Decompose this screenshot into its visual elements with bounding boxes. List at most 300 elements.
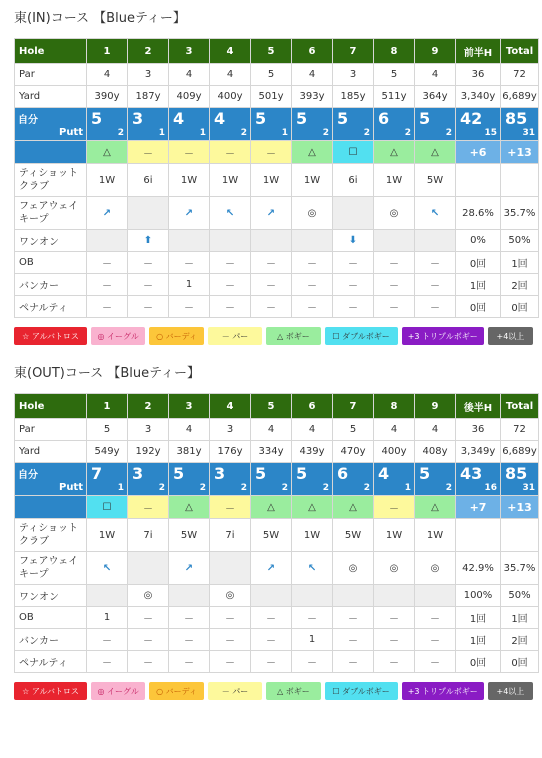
penalty-cell: － [292,296,333,318]
ob-cell: － [169,607,210,629]
in-course-section [14,8,537,345]
header-cell: 前半H [456,39,501,64]
ob-cell: － [251,252,292,274]
putt-count: 2 [158,483,165,493]
result-symbol: △ [87,141,128,164]
fairway-cell: ↖ [292,552,333,585]
oneon-cell: 50% [501,585,539,607]
tee-cell: 1W [210,164,251,197]
penalty-cell: － [333,651,374,673]
stroke-count: 5 [91,109,103,128]
putt-count: 2 [240,128,247,138]
tee-cell: 7i [128,519,169,552]
stroke-count: 5 [296,464,308,483]
bunker-row [15,274,539,296]
legend-par: － パー [208,682,262,700]
tee-cell: 1W [87,519,128,552]
legend-double-bogey: ☐ ダブルボギー [325,682,398,700]
putt-label-text: Putt [58,127,83,138]
yard-cell: 408y [415,441,456,463]
penalty-cell: － [251,296,292,318]
score-cell [210,463,251,496]
par-cell: 5 [87,419,128,441]
scorecard-table [14,393,539,673]
bunker-cell: 1 [292,629,333,651]
fairway-cell: ◎ [292,197,333,230]
fairway-cell: ↖ [87,552,128,585]
oneon-cell [251,230,292,252]
tee-label: ティショット クラブ [15,519,87,552]
stroke-count: 6 [337,464,349,483]
ob-cell: － [333,252,374,274]
penalty-cell: － [292,651,333,673]
score-cell [456,463,501,496]
self-label [15,463,87,496]
putt-count: 2 [322,128,329,138]
yard-cell: 187y [128,86,169,108]
header-cell: Total [501,394,539,419]
oneon-label: ワンオン [15,230,87,252]
oneon-cell [251,585,292,607]
header-cell: 6 [292,394,333,419]
tee-cell [501,519,539,552]
legend-eagle: ◎ イーグル [91,327,145,345]
oneon-cell [87,230,128,252]
bunker-cell: － [374,629,415,651]
bunker-cell: － [374,274,415,296]
ob-cell: － [292,607,333,629]
stroke-count: 85 [505,464,528,483]
oneon-cell: ⬇ [333,230,374,252]
par-cell: 3 [333,64,374,86]
legend-bogey: △ ボギー [266,327,320,345]
header-cell: 8 [374,39,415,64]
header-cell: Hole [15,39,87,64]
ob-cell: － [374,607,415,629]
oneon-row [15,585,539,607]
putt-count: 31 [522,483,535,493]
penalty-cell: － [128,651,169,673]
ob-cell: 1回 [456,607,501,629]
yard-cell: 3,349y [456,441,501,463]
tee-cell [501,164,539,197]
yard-cell: 6,689y [501,86,539,108]
par-row [15,419,539,441]
header-cell: 後半H [456,394,501,419]
score-cell [87,108,128,141]
putt-count: 2 [117,128,124,138]
bunker-cell: － [415,629,456,651]
result-symbol: ☐ [333,141,374,164]
putt-count: 31 [522,128,535,138]
yard-cell: 549y [87,441,128,463]
oneon-cell [292,230,333,252]
score-cell [292,463,333,496]
stroke-count: 4 [378,464,390,483]
header-cell: 3 [169,39,210,64]
tee-cell: 7i [210,519,251,552]
putt-count: 15 [484,128,497,138]
putt-count: 1 [404,483,411,493]
header-cell: 5 [251,39,292,64]
legend-par: － パー [208,327,262,345]
header-row [15,39,539,64]
tee-cell: 1W [251,164,292,197]
par-cell: 36 [456,64,501,86]
par-label: Par [15,64,87,86]
fairway-label: フェアウェイ キープ [15,552,87,585]
header-cell: 1 [87,39,128,64]
self-label-text: 自分 [18,115,38,126]
tee-cell: 6i [333,164,374,197]
ob-label: OB [15,607,87,629]
fairway-row [15,552,539,585]
result-symbol: △ [415,141,456,164]
par-cell: 3 [210,419,251,441]
yard-cell: 334y [251,441,292,463]
header-cell: 5 [251,394,292,419]
stroke-count: 43 [460,464,483,483]
tee-cell: 6i [128,164,169,197]
fairway-cell: ◎ [374,552,415,585]
penalty-label: ペナルティ [15,296,87,318]
fairway-cell: 28.6% [456,197,501,230]
section-title: 東(OUT)コース 【Blueティー】 [14,366,201,381]
penalty-cell: 0回 [501,651,539,673]
bunker-cell: － [210,274,251,296]
result-symbol: △ [292,496,333,519]
oneon-cell: 100% [456,585,501,607]
fairway-row [15,197,539,230]
ob-row [15,252,539,274]
tee-row [15,164,539,197]
ob-cell: － [333,607,374,629]
score-cell [501,108,539,141]
bunker-cell: 1回 [456,629,501,651]
penalty-cell: 0回 [456,651,501,673]
fairway-label: フェアウェイ キープ [15,197,87,230]
result-row [15,141,539,164]
putt-count: 1 [281,128,288,138]
bunker-cell: － [128,629,169,651]
penalty-cell: － [374,296,415,318]
header-row [15,394,539,419]
ob-cell: － [292,252,333,274]
par-cell: 5 [251,64,292,86]
stroke-count: 85 [505,109,528,128]
scorecard-table [14,38,539,318]
out-course-section [14,363,537,700]
self-label [15,108,87,141]
result-total: +13 [501,496,539,519]
legend-bogey: △ ボギー [266,682,320,700]
header-cell: 8 [374,394,415,419]
tee-cell: 1W [374,519,415,552]
header-cell: 2 [128,394,169,419]
penalty-cell: － [169,296,210,318]
result-symbol: △ [374,141,415,164]
ob-cell: － [415,252,456,274]
score-cell [128,463,169,496]
score-legend [14,327,533,345]
fairway-cell: ◎ [415,552,456,585]
legend-eagle: ◎ イーグル [91,682,145,700]
yard-cell: 381y [169,441,210,463]
par-cell: 4 [169,419,210,441]
legend-plus4: +4以上 [488,327,533,345]
result-symbol: △ [292,141,333,164]
score-cell [333,463,374,496]
bunker-cell: － [87,629,128,651]
legend-double-bogey: ☐ ダブルボギー [325,327,398,345]
par-cell: 3 [128,419,169,441]
bunker-row [15,629,539,651]
fairway-cell: ↗ [251,197,292,230]
stroke-count: 3 [132,464,144,483]
penalty-cell: － [374,651,415,673]
par-cell: 72 [501,419,539,441]
fairway-cell [128,197,169,230]
fairway-cell [210,552,251,585]
putt-count: 1 [158,128,165,138]
bunker-cell: － [333,629,374,651]
score-cell [374,463,415,496]
self-score-row [15,463,539,496]
par-row [15,64,539,86]
ob-cell: － [210,607,251,629]
putt-label-text: Putt [58,482,83,493]
section-title: 東(IN)コース 【Blueティー】 [14,11,186,26]
tee-cell: 5W [169,519,210,552]
ob-cell: － [169,252,210,274]
header-cell: Total [501,39,539,64]
tee-cell [456,164,501,197]
self-label-text: 自分 [18,470,38,481]
fairway-cell [128,552,169,585]
oneon-cell: ◎ [210,585,251,607]
putt-count: 1 [199,128,206,138]
bunker-label: バンカー [15,629,87,651]
fairway-cell: 35.7% [501,552,539,585]
par-cell: 5 [374,64,415,86]
yard-cell: 6,689y [501,441,539,463]
oneon-cell: 0% [456,230,501,252]
score-cell [415,463,456,496]
stroke-count: 42 [460,109,483,128]
putt-count: 2 [363,128,370,138]
yard-cell: 511y [374,86,415,108]
putt-count: 16 [484,483,497,493]
tee-cell: 1W [292,164,333,197]
putt-count: 2 [199,483,206,493]
score-cell [128,108,169,141]
stroke-count: 5 [419,464,431,483]
penalty-cell: － [415,651,456,673]
stroke-count: 6 [378,109,390,128]
ob-row [15,607,539,629]
header-cell: 1 [87,394,128,419]
penalty-label: ペナルティ [15,651,87,673]
ob-cell: － [210,252,251,274]
yard-cell: 400y [210,86,251,108]
par-cell: 4 [169,64,210,86]
penalty-cell: 0回 [456,296,501,318]
fairway-cell: 42.9% [456,552,501,585]
result-symbol: ☐ [87,496,128,519]
score-cell [374,108,415,141]
putt-count: 2 [281,483,288,493]
oneon-cell [415,230,456,252]
result-symbol: － [169,141,210,164]
par-cell: 3 [128,64,169,86]
legend-triple-bogey: +3 トリプルボギー [402,682,484,700]
putt-count: 2 [240,483,247,493]
result-symbol: － [251,141,292,164]
par-cell: 4 [210,64,251,86]
stroke-count: 5 [296,109,308,128]
yard-cell: 400y [374,441,415,463]
result-symbol: － [128,496,169,519]
ob-cell: － [87,252,128,274]
result-symbol: － [128,141,169,164]
stroke-count: 3 [214,464,226,483]
tee-cell: 5W [333,519,374,552]
header-cell: 7 [333,39,374,64]
oneon-cell: ◎ [128,585,169,607]
stroke-count: 5 [255,109,267,128]
legend-birdie: ○ バーディ [149,682,203,700]
tee-cell: 1W [169,164,210,197]
putt-count: 2 [404,128,411,138]
ob-cell: 1回 [501,607,539,629]
ob-cell: － [251,607,292,629]
result-symbol: △ [169,496,210,519]
tee-cell [456,519,501,552]
header-cell: 4 [210,39,251,64]
bunker-cell: 2回 [501,629,539,651]
penalty-cell: － [333,296,374,318]
stroke-count: 5 [255,464,267,483]
result-row [15,496,539,519]
par-label: Par [15,419,87,441]
putt-count: 1 [117,483,124,493]
bunker-cell: 1 [169,274,210,296]
fairway-cell: ◎ [374,197,415,230]
result-symbol: △ [333,496,374,519]
oneon-cell [169,585,210,607]
header-cell: 9 [415,394,456,419]
tee-cell: 1W [292,519,333,552]
result-total: +7 [456,496,501,519]
par-cell: 4 [415,64,456,86]
oneon-cell [210,230,251,252]
yard-row [15,441,539,463]
oneon-cell [87,585,128,607]
par-cell: 4 [415,419,456,441]
fairway-cell: ↗ [169,197,210,230]
score-legend [14,682,533,700]
header-cell: 3 [169,394,210,419]
fairway-cell: 35.7% [501,197,539,230]
oneon-label: ワンオン [15,585,87,607]
header-cell: Hole [15,394,87,419]
oneon-cell [374,585,415,607]
result-symbol: － [374,496,415,519]
ob-cell: － [415,607,456,629]
fairway-cell: ↖ [210,197,251,230]
par-cell: 72 [501,64,539,86]
fairway-cell: ↗ [87,197,128,230]
ob-cell: － [128,252,169,274]
score-cell [251,108,292,141]
header-cell: 4 [210,394,251,419]
par-cell: 4 [292,419,333,441]
legend-albatross: ☆ アルバトロス [14,327,87,345]
oneon-cell [169,230,210,252]
oneon-cell [333,585,374,607]
ob-cell: 1回 [501,252,539,274]
header-cell: 9 [415,39,456,64]
header-cell: 2 [128,39,169,64]
putt-count: 2 [322,483,329,493]
penalty-row [15,651,539,673]
header-cell: 6 [292,39,333,64]
oneon-cell [374,230,415,252]
stroke-count: 5 [173,464,185,483]
bunker-label: バンカー [15,274,87,296]
par-cell: 4 [87,64,128,86]
yard-label: Yard [15,86,87,108]
result-total: +13 [501,141,539,164]
result-label-blank [15,141,87,164]
yard-row [15,86,539,108]
yard-cell: 176y [210,441,251,463]
ob-label: OB [15,252,87,274]
yard-label: Yard [15,441,87,463]
penalty-cell: － [210,651,251,673]
bunker-cell: － [333,274,374,296]
legend-birdie: ○ バーディ [149,327,203,345]
par-cell: 36 [456,419,501,441]
score-cell [87,463,128,496]
par-cell: 4 [374,419,415,441]
tee-cell: 1W [87,164,128,197]
oneon-cell [415,585,456,607]
stroke-count: 5 [337,109,349,128]
legend-plus4: +4以上 [488,682,533,700]
score-cell [169,463,210,496]
tee-cell: 5W [251,519,292,552]
yard-cell: 470y [333,441,374,463]
bunker-cell: － [251,629,292,651]
bunker-cell: － [169,629,210,651]
penalty-cell: － [251,651,292,673]
par-cell: 4 [292,64,333,86]
ob-cell: － [374,252,415,274]
tee-row [15,519,539,552]
result-total: +6 [456,141,501,164]
stroke-count: 5 [419,109,431,128]
stroke-count: 4 [214,109,226,128]
oneon-row [15,230,539,252]
par-cell: 4 [251,419,292,441]
yard-cell: 501y [251,86,292,108]
penalty-cell: － [210,296,251,318]
tee-cell: 1W [374,164,415,197]
penalty-cell: － [87,296,128,318]
putt-count: 2 [445,128,452,138]
score-cell [292,108,333,141]
